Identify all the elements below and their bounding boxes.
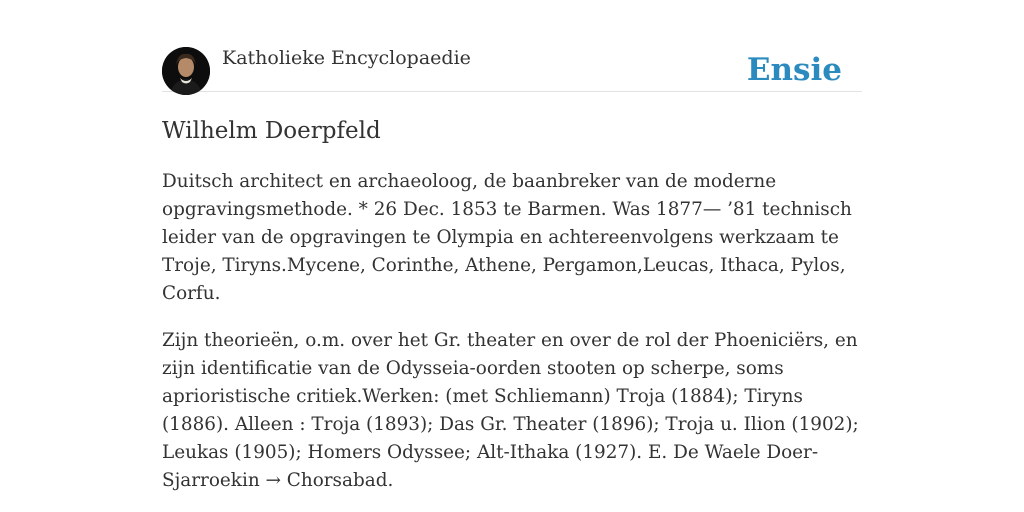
page-header [162,0,862,92]
page-title: Wilhelm Doerpfeld [162,118,381,144]
source-name[interactable]: Katholieke Encyclopaedie [222,47,471,69]
portrait-avatar-icon[interactable] [162,47,210,95]
page-container [162,0,862,491]
article-paragraph: Duitsch architect en archaeoloog, de baanbreker van de moderne opgravingsmethode. * 26 Dec. 1853 te Barmen. Was 1877— ’81 technisch leider van de opgravingen te Olympia en achtereenvolgens werkzaam te Troje, Tiryns.Mycene, Corinthe, Athene, Pergamon,Leucas, Ithaca, Pylos, Corfu. [162,171,852,304]
article-body [162,168,862,512]
article-paragraph: Zijn theorieën, o.m. over het Gr. theater en over de rol der Phoeniciërs, en zijn identificatie van de Odysseia-oorden stooten op scherpe, soms aprioristische critiek.Werken: (met Schliemann) Troja (1884); Tiryns (1886). Alleen : Troja (1893); Das Gr. Theater (1896); Troja u. Ilion (1902); Leukas (1905); Homers Odyssee; Alt-Ithaka (1927). E. De Waele Doer-Sjarroekin → Chorsabad. [162,330,859,491]
brand-logo[interactable]: Ensie [746,52,842,88]
